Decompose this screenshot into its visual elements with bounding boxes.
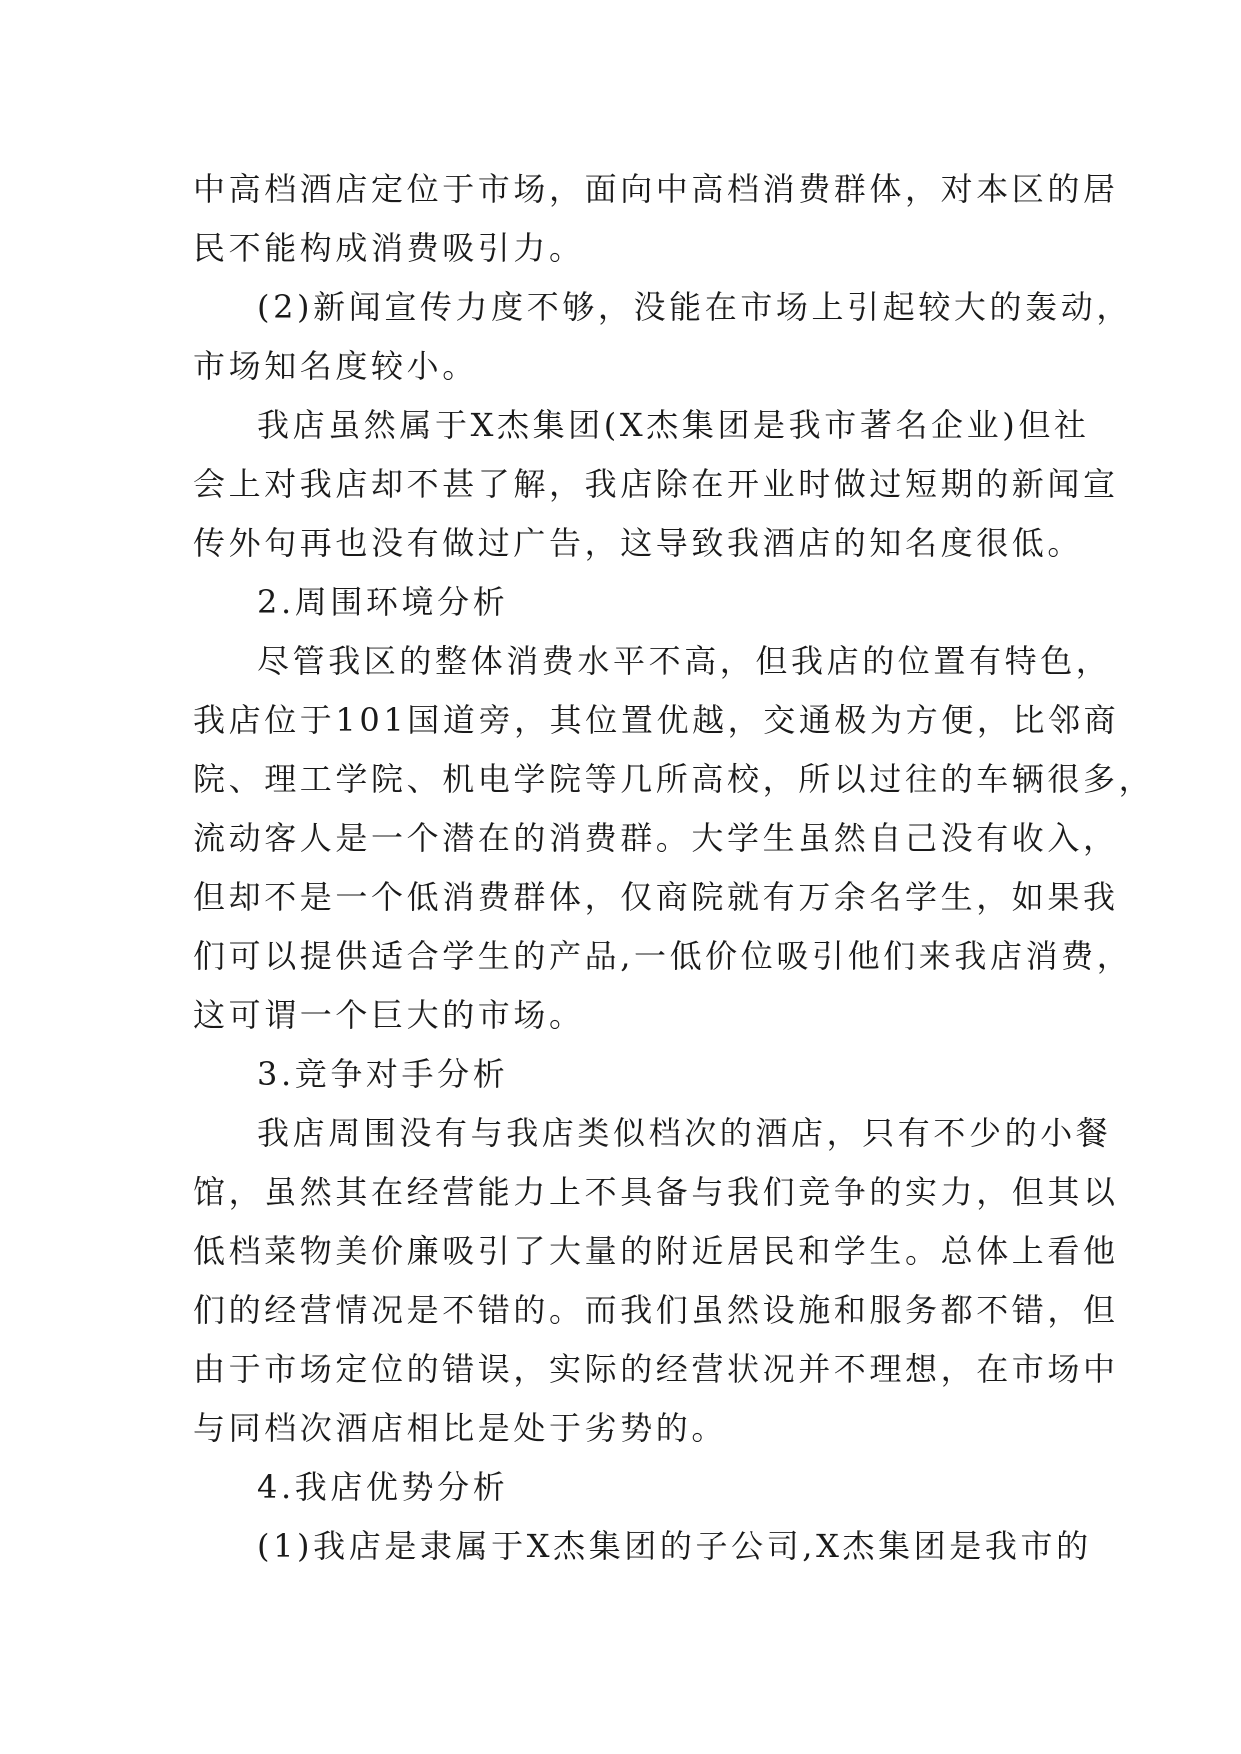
text-line: 们可以提供适合学生的产品,一低价位吸引他们来我店消费，	[193, 937, 1133, 975]
text-line: 与同档次酒店相比是处于劣势的。	[193, 1409, 728, 1447]
section-heading: 2.周围环境分析	[257, 583, 509, 621]
text-line: 我店周围没有与我店类似档次的酒店，只有不少的小餐	[257, 1114, 1112, 1152]
text-line: 由于市场定位的错误，实际的经营状况并不理想，在市场中	[193, 1350, 1119, 1388]
document-page	[193, 160, 1155, 1576]
text-line: 会上对我店却不甚了解，我店除在开业时做过短期的新闻宣	[193, 465, 1119, 503]
section-heading: 4.我店优势分析	[257, 1468, 509, 1506]
text-line: 尽管我区的整体消费水平不高，但我店的位置有特色，	[257, 642, 1112, 680]
text-line: 流动客人是一个潜在的消费群。大学生虽然自己没有收入，	[193, 819, 1119, 857]
text-line: 市场知名度较小。	[193, 347, 478, 385]
text-line: (1)我店是隶属于X杰集团的子公司,X杰集团是我市的	[257, 1527, 1092, 1565]
text-line: 低档菜物美价廉吸引了大量的附近居民和学生。总体上看他	[193, 1232, 1119, 1270]
text-line: 馆，虽然其在经营能力上不具备与我们竞争的实力，但其以	[193, 1173, 1119, 1211]
text-line: 民不能构成消费吸引力。	[193, 229, 585, 267]
text-line: 院、理工学院、机电学院等几所高校，所以过往的车辆很多，	[193, 760, 1155, 798]
text-line: 这可谓一个巨大的市场。	[193, 996, 585, 1034]
text-line: 传外句再也没有做过广告，这导致我酒店的知名度很低。	[193, 524, 1084, 562]
text-line: (2)新闻宣传力度不够，没能在市场上引起较大的轰动，	[257, 288, 1132, 326]
section-heading: 3.竞争对手分析	[257, 1055, 509, 1093]
text-line: 中高档酒店定位于市场，面向中高档消费群体，对本区的居	[193, 170, 1119, 208]
text-line: 们的经营情况是不错的。而我们虽然设施和服务都不错，但	[193, 1291, 1119, 1329]
text-line: 但却不是一个低消费群体，仅商院就有万余名学生，如果我	[193, 878, 1119, 916]
text-line: 我店位于101国道旁，其位置优越，交通极为方便，比邻商	[193, 701, 1120, 739]
text-line: 我店虽然属于X杰集团(X杰集团是我市著名企业)但社	[257, 406, 1090, 444]
